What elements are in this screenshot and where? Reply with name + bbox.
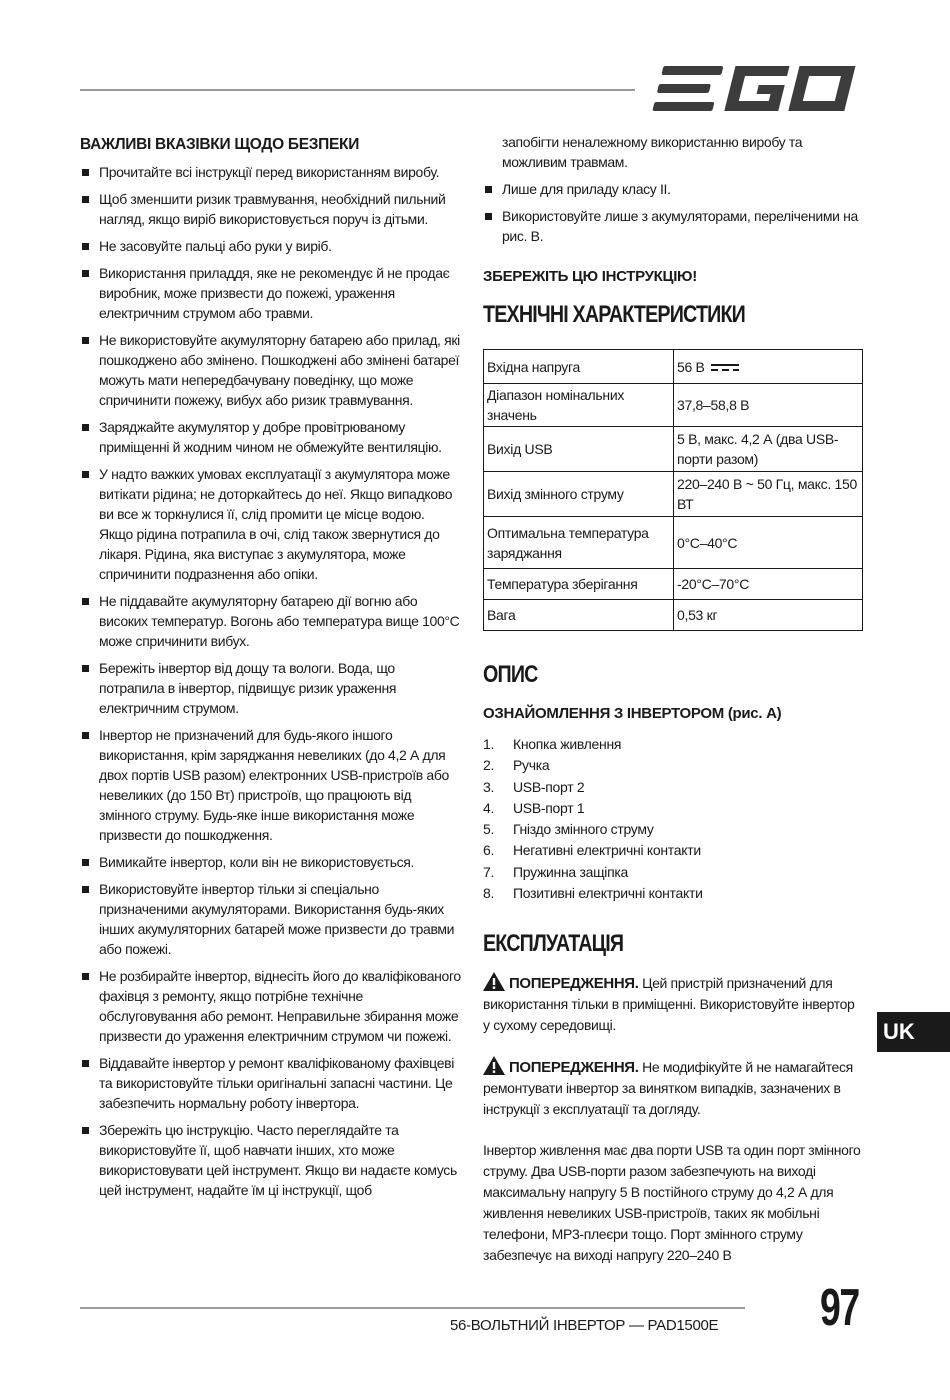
list-item [483, 734, 863, 755]
part-number: 4. [483, 799, 495, 816]
part-number: 7. [483, 863, 495, 880]
footer-title: 56-ВОЛЬТНИЙ ІНВЕРТОР — PAD1500E [450, 1317, 719, 1334]
safety-item: Бережіть інвертор від дощу та вологи. Вода, що потрапила в інвертор, підвищує ризик ураження електричним струмом. [80, 658, 462, 718]
safety-item: Прочитайте всі інструкції перед використанням виробу. [80, 162, 462, 182]
safety-item: Інвертор не призначений для будь-якого іншого використання, крім заряджання невеликих (до 4,2 А для двох портів USB разом) електронних USB-пристроїв або невеликих (до 150 Вт) пристроїв, що працюють від змінного струму. Будь-яке інше використання може призвести до пошкодження. [80, 725, 462, 845]
part-number: 8. [483, 885, 495, 902]
part-label: Негативні електричні контакти [513, 842, 701, 859]
spec-label: Вихід змінного струму [484, 472, 674, 517]
safety-item: Лише для приладу класу II. [483, 179, 863, 199]
save-instructions-note: ЗБЕРЕЖІТЬ ЦЮ ІНСТРУКЦІЮ! [483, 268, 697, 285]
part-number: 1. [483, 736, 495, 752]
table-row [484, 472, 863, 517]
table-row [484, 384, 863, 427]
page-number: 97 [820, 1279, 859, 1337]
spec-value: 0,53 кг [674, 600, 863, 631]
safety-item: У надто важких умовах експлуатації з акумулятора може витікати рідина; не доторкайтесь до неї. Якщо випадково ви все ж торкнулися її, слід промити це місце водою. Якщо рідина потрапила в очі, слід також звернутися до лікаря. Рідина, яка виступає з акумулятора, може спричинити подразнення або опіки. [80, 464, 462, 584]
list-item [483, 755, 863, 776]
spec-value: 0°C–40°C [674, 517, 863, 569]
right-column [483, 132, 863, 1266]
left-column [80, 132, 462, 1207]
part-label: USB-порт 1 [513, 799, 585, 816]
spec-label: Вхідна напруга [484, 350, 674, 384]
spec-label: Оптимальна температура заряджання [484, 517, 674, 569]
specs-table [483, 349, 863, 631]
part-label: Пружинна защіпка [513, 863, 629, 880]
part-label: Гніздо змінного струму [513, 821, 654, 838]
safety-item: Віддавайте інвертор у ремонт кваліфікованому фахівцеві та використовуйте тільки оригінальні запасні частини. Це забезпечить нормальну роботу інвертора. [80, 1053, 462, 1113]
parts-list [483, 734, 863, 904]
list-item [483, 798, 863, 819]
warning-label: ПОПЕРЕДЖЕННЯ. [509, 975, 639, 993]
part-number: 6. [483, 842, 495, 859]
spec-value: 5 В, макс. 4,2 А (два USB-порти разом) [674, 427, 863, 472]
operation-heading: ЕКСПЛУАТАЦІЯ [483, 930, 624, 958]
warning-triangle-icon [483, 972, 505, 991]
safety-list-continued [483, 179, 863, 246]
safety-item: Вимикайте інвертор, коли він не використовується. [80, 852, 462, 872]
safety-item: Не використовуйте акумуляторну батарею або прилад, які пошкоджено або змінено. Пошкоджені або змінені батареї можуть мати непередбачувану поведінку, що може спричинити пожежу, вибух або ризик травмування. [80, 330, 462, 410]
safety-item: Збережіть цю інструкцію. Часто переглядайте та використовуйте її, щоб навчати інших, хто може використовувати цей інструмент. Якщо ви надаєте комусь цей інструмент, надайте їм ці інструкції, щоб [80, 1120, 462, 1200]
list-item [483, 862, 863, 883]
description-heading: ОПИС [483, 661, 538, 688]
safety-item: Не піддавайте акумуляторну батарею дії вогню або високих температур. Вогонь або температура вище 100°C може спричинити вибух. [80, 591, 462, 651]
safety-item: Не розбирайте інвертор, віднесіть його до кваліфікованого фахівця з ремонту, якщо потрібне технічне обслуговування або ремонт. Неправильне збирання може призвести до ураження електричним струмом чи пожежі. [80, 966, 462, 1046]
warning-text: Не модифікуйте й не намагайтеся ремонтувати інвертор за винятком випадків, зазначених в інструкції з експлуатації та догляду. [483, 1059, 853, 1118]
safety-item-continuation: запобігти неналежному використанню виробу та можливим травмам. [502, 134, 803, 170]
footer-rule [80, 1307, 745, 1309]
table-row [484, 517, 863, 569]
warning-text: Цей пристрій призначений для використання тільки в приміщенні. Використовуйте інвертор у сухому середовищі. [483, 975, 855, 1034]
spec-value: 220–240 В ~ 50 Гц, макс. 150 ВТ [674, 472, 863, 517]
warning-block [483, 1056, 863, 1120]
safety-item: Використовуйте інвертор тільки зі спеціально призначеними акумуляторами. Використання будь-яких інших акумуляторних батарей може призвести до травми або пожежі. [80, 879, 462, 959]
table-row [484, 569, 863, 600]
table-row [484, 350, 863, 384]
part-label: Ручка [513, 757, 550, 774]
safety-item: Не засовуйте пальці або руки у виріб. [80, 236, 462, 256]
spec-label: Вихід USB [484, 427, 674, 472]
safety-item: Щоб зменшити ризик травмування, необхідний пильний нагляд, якщо виріб використовується поруч із дітьми. [80, 189, 462, 229]
dc-symbol-icon [711, 363, 739, 373]
list-item [483, 777, 863, 798]
safety-item: Використовуйте лише з акумуляторами, переліченими на рис. B. [483, 206, 863, 246]
part-label: Кнопка живлення [513, 736, 622, 752]
part-number: 3. [483, 778, 495, 795]
list-item [483, 840, 863, 861]
specs-heading: ТЕХНІЧНІ ХАРАКТЕРИСТИКИ [483, 301, 745, 328]
spec-label: Температура зберігання [484, 569, 674, 600]
safety-list [80, 162, 462, 1200]
spec-value-text: 56 В [677, 358, 705, 375]
list-item [483, 883, 863, 904]
part-label: Позитивні електричні контакти [513, 885, 703, 902]
table-row [484, 600, 863, 631]
safety-item: Використання приладдя, яке не рекомендує й не продає виробник, може призвести до пожежі, ураження електричним струмом або травми. [80, 263, 462, 323]
header-rule [80, 89, 635, 91]
safety-heading: ВАЖЛИВІ ВКАЗІВКИ ЩОДО БЕЗПЕКИ [80, 136, 360, 153]
language-tab: UK [877, 1012, 950, 1052]
spec-value: -20°C–70°C [674, 569, 863, 600]
safety-item: Заряджайте акумулятор у добре провітрюваному приміщенні й жодним чином не обмежуйте вентиляцію. [80, 417, 462, 457]
table-row [484, 427, 863, 472]
description-subheading: ОЗНАЙОМЛЕННЯ З ІНВЕРТОРОМ (рис. А) [483, 705, 782, 722]
spec-value: 37,8–58,8 В [674, 384, 863, 427]
list-item [483, 819, 863, 840]
warning-block [483, 972, 863, 1036]
spec-value [674, 350, 863, 384]
spec-label: Діапазон номінальних значень [484, 384, 674, 427]
part-label: USB-порт 2 [513, 778, 585, 795]
warning-triangle-icon [483, 1056, 505, 1075]
ego-logo [650, 64, 862, 114]
part-number: 5. [483, 821, 495, 838]
warning-label: ПОПЕРЕДЖЕННЯ. [509, 1059, 639, 1077]
operation-paragraph: Інвертор живлення має два порти USB та один порт змінного струму. Два USB-порти разом забезпечують на виході максимальну напругу 5 В постійного струму до 4,2 А для живлення невеликих USB-пристроїв, таких як мобільні телефони, MP3-плеєри тощо. Порт змінного струму забезпечує на виході напругу 220–240 В [483, 1142, 861, 1264]
part-number: 2. [483, 757, 495, 774]
spec-label: Вага [484, 600, 674, 631]
